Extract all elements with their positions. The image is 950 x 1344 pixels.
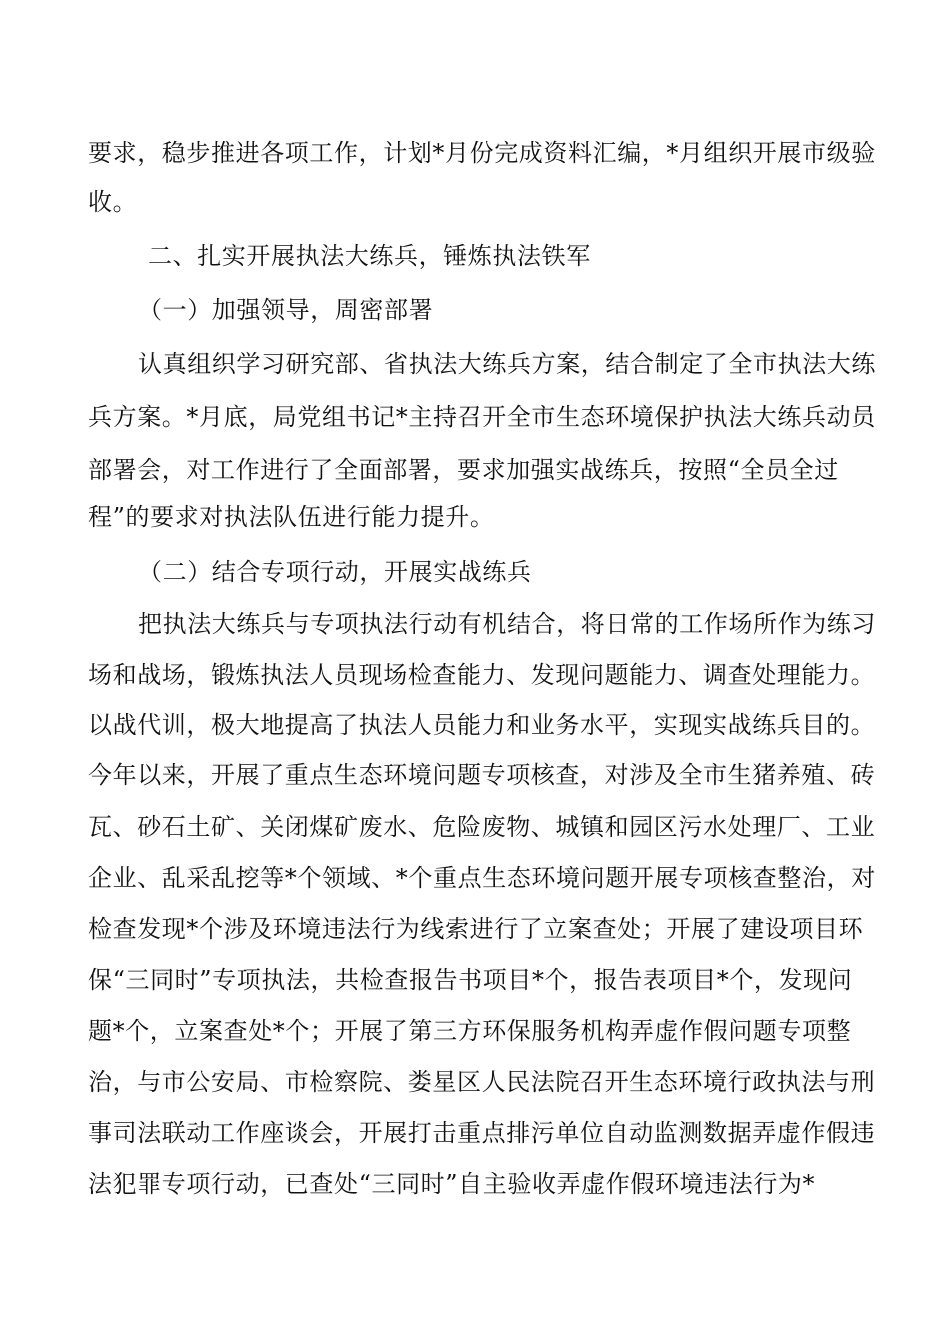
paragraph-line: 程”的要求对执法队伍进行能力提升。: [88, 503, 495, 531]
paragraph-line: 今年以来，开展了重点生态环境问题专项核查，对涉及全市生猪养殖、砖: [88, 761, 876, 789]
paragraph-line: 检查发现*个涉及环境违法行为线索进行了立案查处；开展了建设项目环: [88, 915, 864, 943]
paragraph-line: 认真组织学习研究部、省执法大练兵方案，结合制定了全市执法大练: [138, 350, 876, 378]
subsection-heading: （二）结合专项行动，开展实战练兵: [138, 558, 532, 586]
paragraph-line: 以战代训，极大地提高了执法人员能力和业务水平，实现实战练兵目的。: [88, 711, 876, 739]
paragraph-line: 瓦、砂石土矿、关闭煤矿废水、危险废物、城镇和园区污水处理厂、工业: [88, 813, 876, 841]
paragraph-line: 法犯罪专项行动，已查处“三同时”自主验收弄虚作假环境违法行为*: [88, 1170, 816, 1198]
paragraph-line: 收。: [88, 188, 138, 216]
paragraph-line: 兵方案。*月底，局党组书记*主持召开全市生态环境保护执法大练兵动员: [88, 403, 876, 431]
paragraph-line: 部署会，对工作进行了全面部署，要求加强实战练兵，按照“全员全过: [88, 456, 839, 484]
paragraph-line: 题*个，立案查处*个；开展了第三方环保服务机构弄虚作假问题专项整: [88, 1017, 852, 1045]
subsection-heading: （一）加强领导，周密部署: [138, 296, 434, 324]
paragraph-line: 治，与市公安局、市检察院、娄星区人民法院召开生态环境行政执法与刑: [88, 1068, 876, 1096]
section-heading: 二、扎实开展执法大练兵，锤炼执法铁军: [148, 242, 591, 270]
paragraph-line: 要求，稳步推进各项工作，计划*月份完成资料汇编，*月组织开展市级验: [88, 139, 876, 167]
paragraph-line: 场和战场，锻炼执法人员现场检查能力、发现问题能力、调查处理能力。: [88, 661, 876, 689]
paragraph-line: 把执法大练兵与专项执法行动有机结合，将日常的工作场所作为练习: [138, 610, 876, 638]
paragraph-line: 企业、乱采乱挖等*个领域、*个重点生态环境问题开展专项核查整治，对: [88, 864, 876, 892]
paragraph-line: 事司法联动工作座谈会，开展打击重点排污单位自动监测数据弄虚作假违: [88, 1119, 876, 1147]
paragraph-line: 保“三同时”专项执法，共检查报告书项目*个，报告表项目*个，发现问: [88, 966, 853, 994]
